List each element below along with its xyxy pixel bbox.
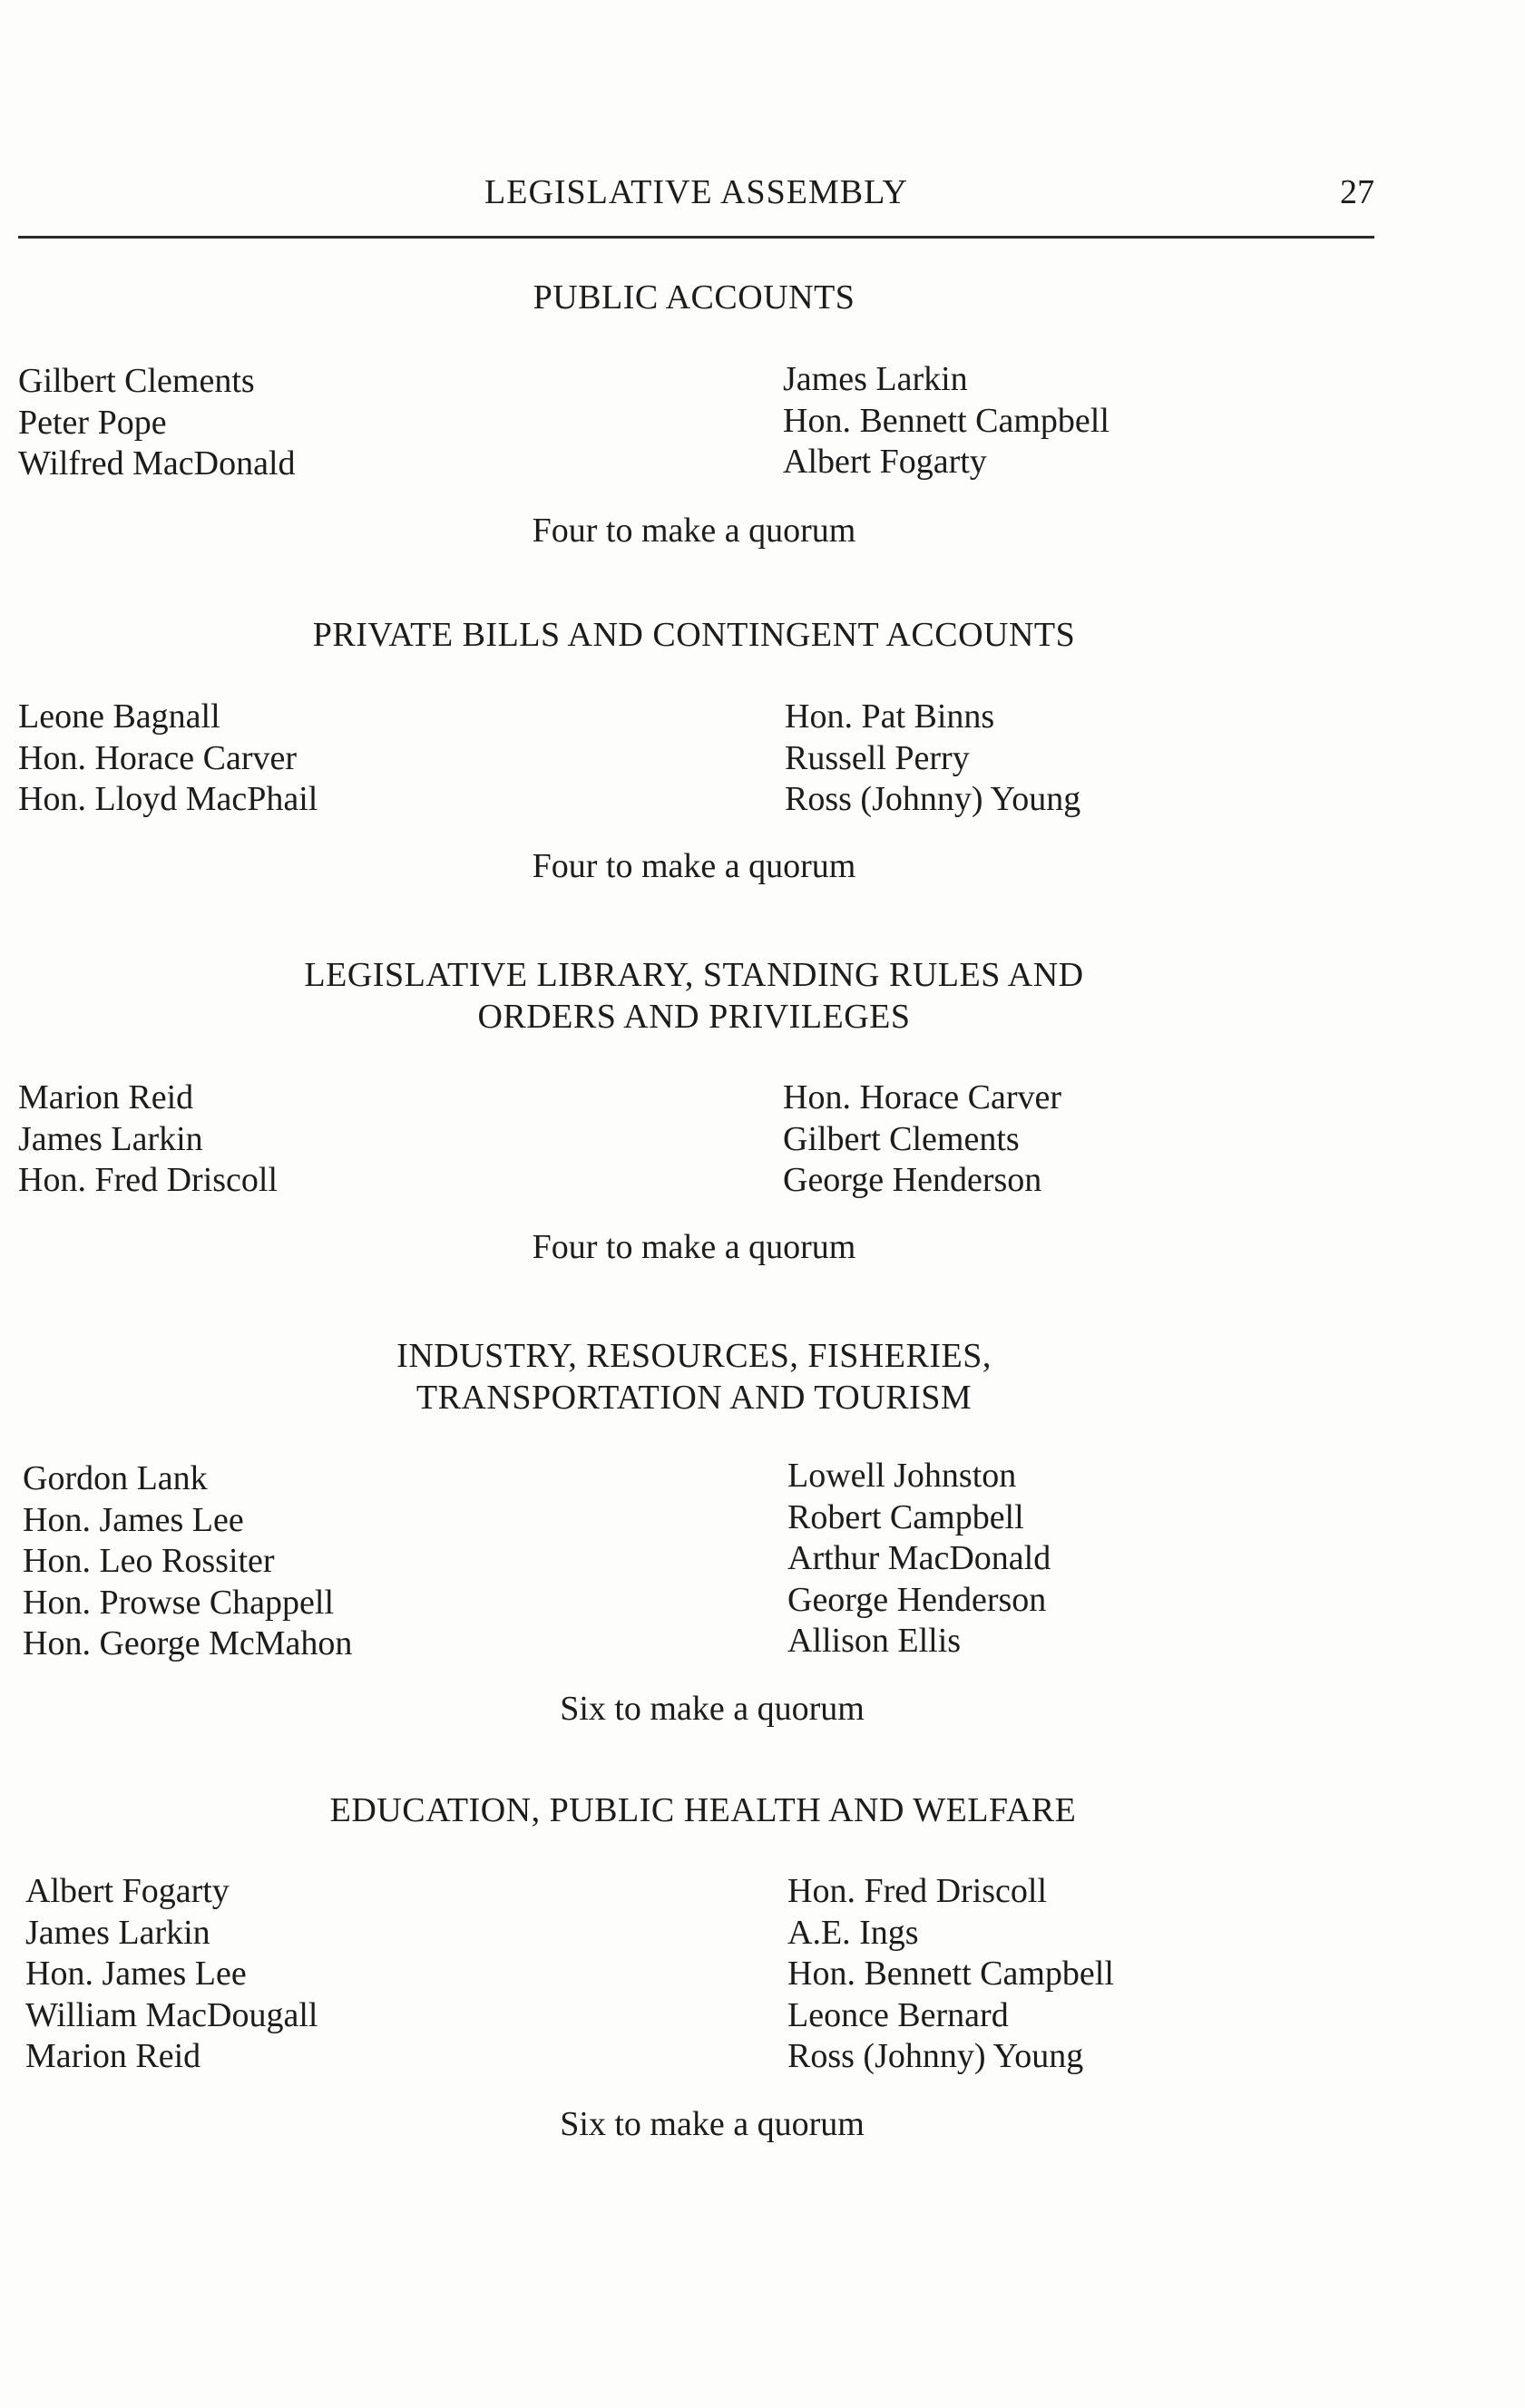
- members-left-column: [18, 361, 296, 485]
- member-name: Arthur MacDonald: [787, 1539, 1051, 1577]
- committee-heading: [9, 1789, 1397, 1831]
- member-name: Ross (Johnny) Young: [785, 780, 1081, 818]
- quorum-note: Four to make a quorum: [532, 1228, 856, 1266]
- page-header: [18, 172, 1374, 239]
- committee-heading: [0, 277, 1388, 318]
- page-number: 27: [1340, 173, 1374, 211]
- committee-heading-line: PUBLIC ACCOUNTS: [533, 278, 855, 317]
- member-name: Leonce Bernard: [787, 1995, 1009, 2034]
- page-title: LEGISLATIVE ASSEMBLY: [484, 173, 908, 211]
- committee-heading-line: PRIVATE BILLS AND CONTINGENT ACCOUNTS: [312, 616, 1076, 654]
- member-name: Allison Ellis: [787, 1622, 962, 1660]
- members-right-column: [785, 697, 1080, 821]
- members-right-column: [783, 1077, 1061, 1202]
- member-name: James Larkin: [783, 360, 968, 398]
- members-right-column: [783, 359, 1110, 483]
- member-name: Gilbert Clements: [18, 362, 255, 400]
- member-name: Hon. Leo Rossiter: [23, 1542, 275, 1580]
- member-name: Hon. Prowse Chappell: [23, 1583, 335, 1622]
- member-name: Ross (Johnny) Young: [787, 2037, 1084, 2075]
- member-name: A.E. Ings: [787, 1913, 919, 1952]
- member-name: Hon. Fred Driscoll: [18, 1161, 279, 1199]
- member-name: Wilfred MacDonald: [18, 444, 296, 483]
- quorum-note: Four to make a quorum: [532, 512, 856, 550]
- committee-heading-line: LEGISLATIVE LIBRARY, STANDING RULES AND: [304, 956, 1084, 994]
- committee-heading-line: EDUCATION, PUBLIC HEALTH AND WELFARE: [329, 1791, 1077, 1829]
- member-name: Albert Fogarty: [25, 1872, 230, 1910]
- committee-heading-line: TRANSPORTATION AND TOURISM: [415, 1379, 973, 1417]
- member-name: Albert Fogarty: [783, 443, 987, 481]
- member-name: Gilbert Clements: [783, 1119, 1020, 1158]
- member-name: Russell Perry: [785, 738, 970, 777]
- member-name: Hon. Fred Driscoll: [787, 1872, 1048, 1910]
- member-name: Hon. George McMahon: [23, 1624, 353, 1662]
- member-name: Hon. Bennett Campbell: [787, 1955, 1114, 1993]
- committee-heading-line: ORDERS AND PRIVILEGES: [477, 998, 911, 1036]
- member-name: Gordon Lank: [23, 1459, 208, 1497]
- member-name: Hon. James Lee: [23, 1500, 244, 1539]
- member-name: Marion Reid: [25, 2037, 201, 2075]
- member-name: Robert Campbell: [787, 1497, 1024, 1536]
- member-name: Hon. Pat Binns: [785, 697, 995, 736]
- member-name: Marion Reid: [18, 1078, 194, 1116]
- member-name: William MacDougall: [25, 1995, 318, 2034]
- member-name: Hon. Horace Carver: [18, 738, 298, 777]
- members-right-column: [787, 1456, 1051, 1662]
- committee-heading: [0, 1335, 1388, 1418]
- member-name: Peter Pope: [18, 403, 167, 442]
- member-name: Hon. Lloyd MacPhail: [18, 780, 318, 818]
- member-name: Hon. Bennett Campbell: [783, 401, 1110, 440]
- member-name: Hon. Horace Carver: [783, 1078, 1062, 1116]
- committee-heading: [0, 954, 1388, 1038]
- committee-heading-line: INDUSTRY, RESOURCES, FISHERIES,: [396, 1337, 992, 1375]
- quorum-note: Six to make a quorum: [560, 1690, 865, 1728]
- members-left-column: [18, 1077, 278, 1202]
- members-left-column: [18, 697, 318, 821]
- member-name: Leone Bagnall: [18, 697, 220, 736]
- member-name: James Larkin: [18, 1119, 203, 1158]
- committee-heading: [0, 614, 1388, 656]
- members-left-column: [25, 1871, 318, 2078]
- member-name: Hon. James Lee: [25, 1955, 247, 1993]
- quorum-note: Six to make a quorum: [560, 2105, 865, 2143]
- member-name: James Larkin: [25, 1913, 210, 1952]
- members-right-column: [787, 1871, 1114, 2078]
- member-name: George Henderson: [783, 1161, 1042, 1199]
- member-name: George Henderson: [787, 1580, 1047, 1619]
- member-name: Lowell Johnston: [787, 1457, 1017, 1495]
- quorum-note: Four to make a quorum: [532, 847, 856, 885]
- members-left-column: [23, 1458, 352, 1665]
